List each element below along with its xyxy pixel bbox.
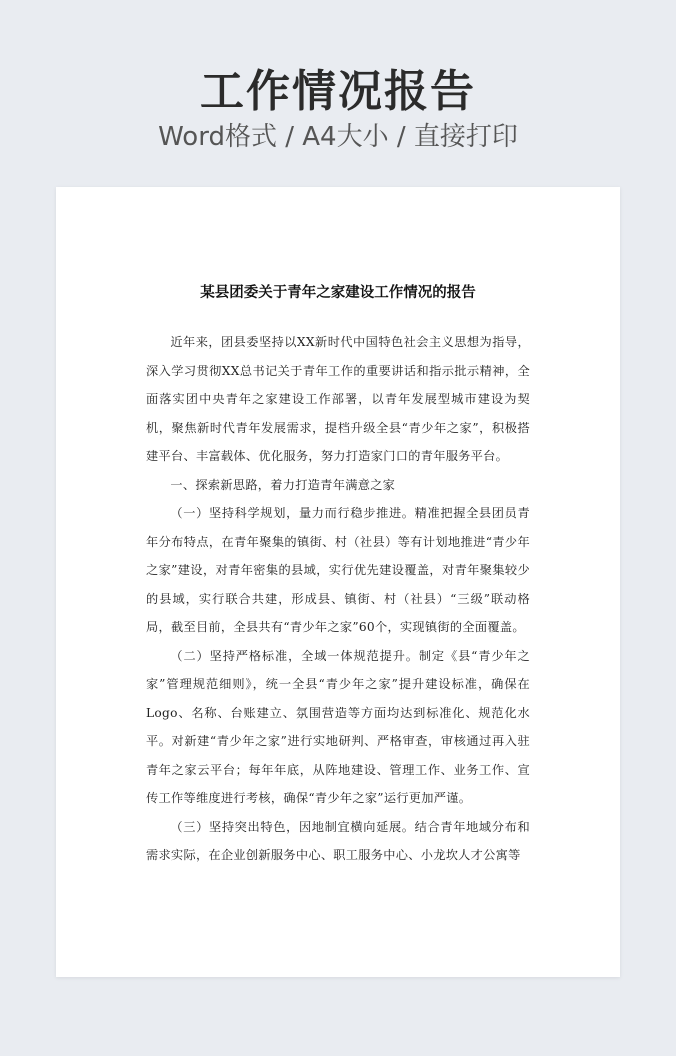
document-title: 某县团委关于青年之家建设工作情况的报告 bbox=[200, 284, 476, 301]
document-body bbox=[146, 328, 530, 870]
page-title: 工作情况报告 bbox=[200, 66, 476, 117]
paragraph-intro: 近年来，团县委坚持以XX新时代中国特色社会主义思想为指导，深入学习贯彻XX总书记关于青年工作的重要讲话和指示批示精神，全面落实团中央青年之家建设工作部署，以青年发展型城市建设为契机，聚焦新时代青年发展需求，提档升级全县“青少年之家”，积极搭建平台、丰富载体、优化服务，努力打造家门口的青年服务平台。 bbox=[146, 335, 530, 463]
page-subtitle: Word格式 / A4大小 / 直接打印 bbox=[158, 122, 518, 152]
paragraph-item-1: （一）坚持科学规划，量力而行稳步推进。精准把握全县团员青年分布特点，在青年聚集的镇街、村（社县）等有计划地推进“青少年之家”建设，对青年密集的县域，实行优先建设覆盖，对青年聚集较少的县域，实行联合共建，形成县、镇街、村（社县）“三级”联动格局，截至目前，全县共有“青少年之家”60个，实现镇街的全面覆盖。 bbox=[146, 506, 530, 634]
section-heading: 一、探索新思路，着力打造青年满意之家 bbox=[170, 477, 396, 492]
paragraph-item-2: （二）坚持严格标准，全域一体规范提升。制定《县“青少年之家”管理规范细则》，统一全县“青少年之家”提升建设标准，确保在Logo、名称、台账建立、氛围营造等方面均达到标准化、规范化水平。对新建“青少年之家”进行实地研判、严格审查，审核通过再入驻青年之家云平台；每年年底，从阵地建设、管理工作、业务工作、宣传工作等维度进行考核，确保“青少年之家”运行更加严谨。 bbox=[146, 648, 530, 805]
document-page bbox=[56, 187, 620, 977]
paragraph-item-3: （三）坚持突出特色，因地制宜横向延展。结合青年地域分布和需求实际，在企业创新服务中心、职工服务中心、小龙坎人才公寓等 bbox=[146, 819, 530, 862]
